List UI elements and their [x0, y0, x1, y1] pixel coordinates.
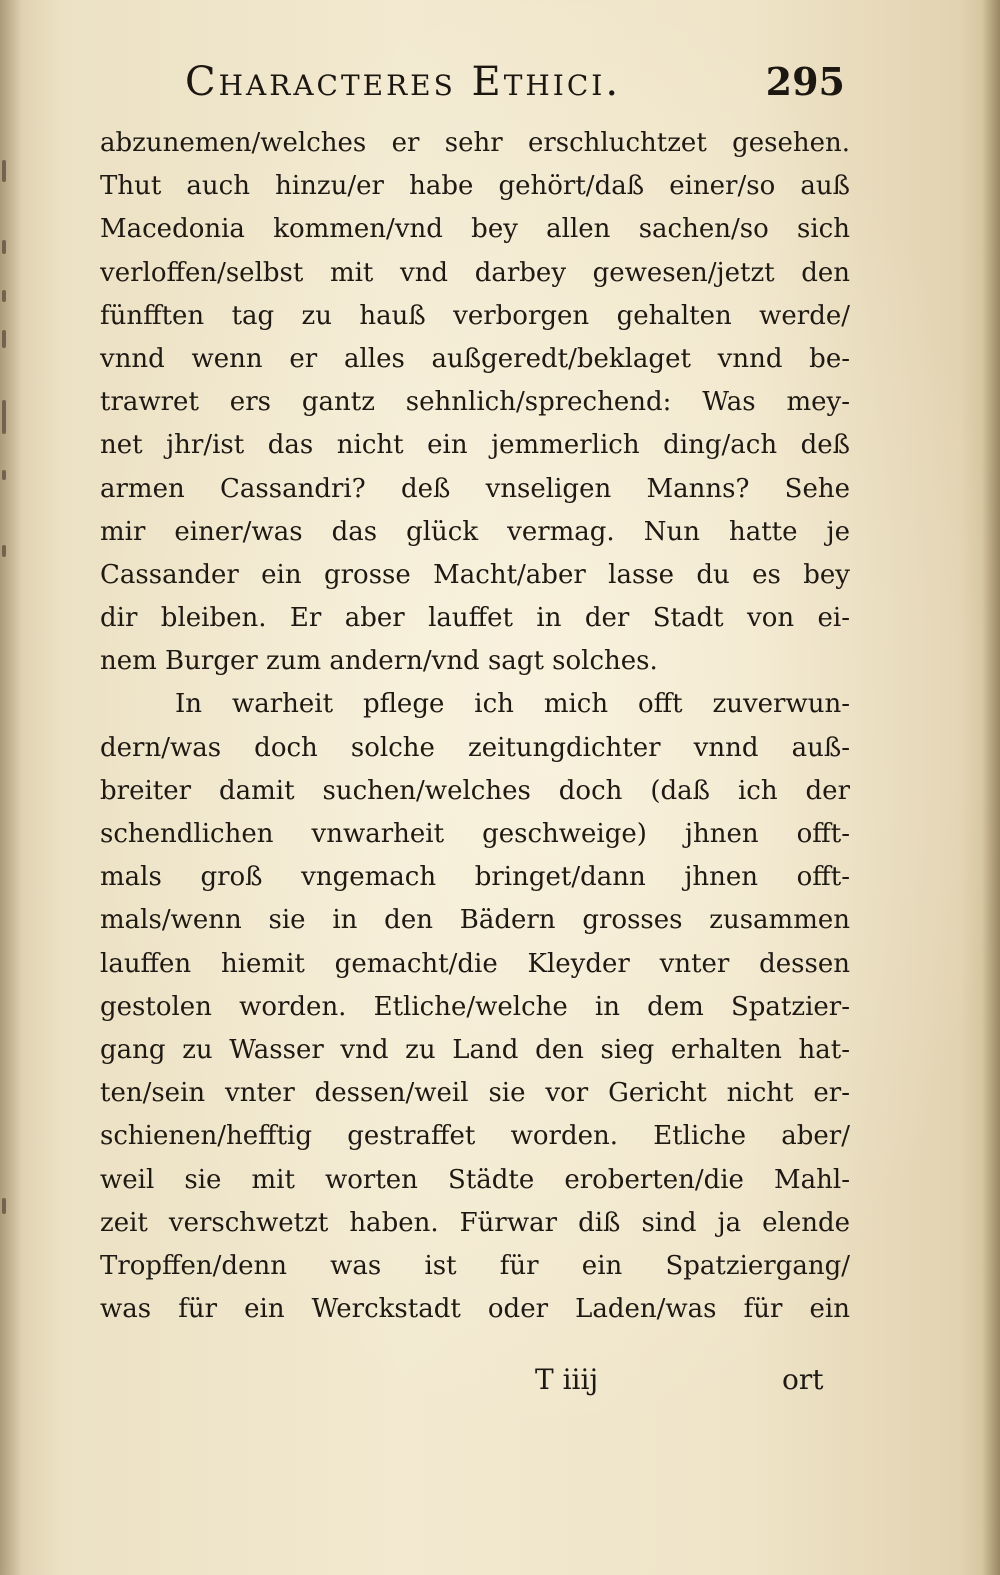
text-line: was für ein Werckstadt oder Laden/was für ein: [100, 1294, 850, 1325]
page-number: 295: [765, 59, 845, 104]
text-line: gang zu Wasser vnd zu Land den sieg erhalten hat-: [100, 1034, 850, 1065]
text-line: net jhr/ist das nicht ein jemmerlich ding/ach deß: [100, 430, 850, 461]
text-line: dir bleiben. Er aber lauffet in der Stadt von ei-: [100, 603, 850, 634]
bleed-through-mark: [2, 160, 6, 182]
text-line: weil sie mit worten Städte eroberten/die Mahl-: [100, 1164, 850, 1195]
bleed-through-mark: [2, 400, 6, 434]
text-line: vnnd wenn er alles außgeredt/beklaget vnnd be-: [100, 343, 850, 374]
body-text: [100, 122, 850, 1331]
catchword: ort: [782, 1363, 824, 1396]
text-line: mir einer/was das glück vermag. Nun hatte je: [100, 516, 850, 547]
signature-mark: T iiij: [535, 1363, 599, 1396]
bleed-through-mark: [2, 1198, 6, 1214]
text-line: Thut auch hinzu/er habe gehört/daß einer/so auß: [100, 171, 850, 202]
text-line: mals/wenn sie in den Bädern grosses zusammen: [100, 905, 850, 936]
running-head: Characteres Ethici.: [185, 59, 622, 105]
bleed-through-mark: [2, 470, 6, 480]
text-line: gestolen worden. Etliche/welche in dem Spatzier-: [100, 991, 850, 1022]
text-line: breiter damit suchen/welches doch (daß ich der: [100, 775, 850, 806]
text-line: abzunemen/welches er sehr erschluchtzet gesehen.: [100, 128, 850, 158]
spine-shadow: [0, 0, 22, 1575]
text-line: In warheit pflege ich mich offt zuverwun-: [175, 689, 850, 720]
text-line: Tropffen/denn was ist für ein Spatziergang/: [100, 1250, 850, 1281]
page-footer: [0, 1358, 1000, 1402]
bleed-through-mark: [2, 240, 6, 254]
bleed-through-mark: [2, 330, 6, 348]
text-line: trawret ers gantz sehnlich/sprechend: Was mey-: [100, 387, 850, 418]
text-line: armen Cassandri? deß vnseligen Manns? Sehe: [100, 473, 850, 504]
page-edge-shadow: [982, 0, 1000, 1575]
text-line: mals groß vngemach bringet/dann jhnen offt-: [100, 862, 850, 893]
page-header: [185, 58, 845, 106]
text-line: dern/was doch solche zeitungdichter vnnd auß-: [100, 732, 850, 763]
text-line: zeit verschwetzt haben. Fürwar diß sind ja elende: [100, 1207, 850, 1238]
text-line: lauffen hiemit gemacht/die Kleyder vnter dessen: [100, 948, 850, 979]
bleed-through-mark: [2, 290, 6, 302]
text-line: verloffen/selbst mit vnd darbey gewesen/jetzt den: [100, 257, 850, 288]
text-line: schendlichen vnwarheit geschweige) jhnen offt-: [100, 819, 850, 849]
text-line: Macedonia kommen/vnd bey allen sachen/so sich: [100, 214, 850, 245]
text-line: nem Burger zum andern/vnd sagt solches.: [100, 646, 658, 677]
text-line: schienen/hefftig gestraffet worden. Etliche aber/: [100, 1121, 850, 1152]
text-line: ten/sein vnter dessen/weil sie vor Gericht nicht er-: [100, 1078, 850, 1109]
text-line: fünfften tag zu hauß verborgen gehalten werde/: [100, 300, 850, 331]
bleed-through-mark: [2, 545, 6, 557]
text-line: Cassander ein grosse Macht/aber lasse du es bey: [100, 559, 850, 590]
